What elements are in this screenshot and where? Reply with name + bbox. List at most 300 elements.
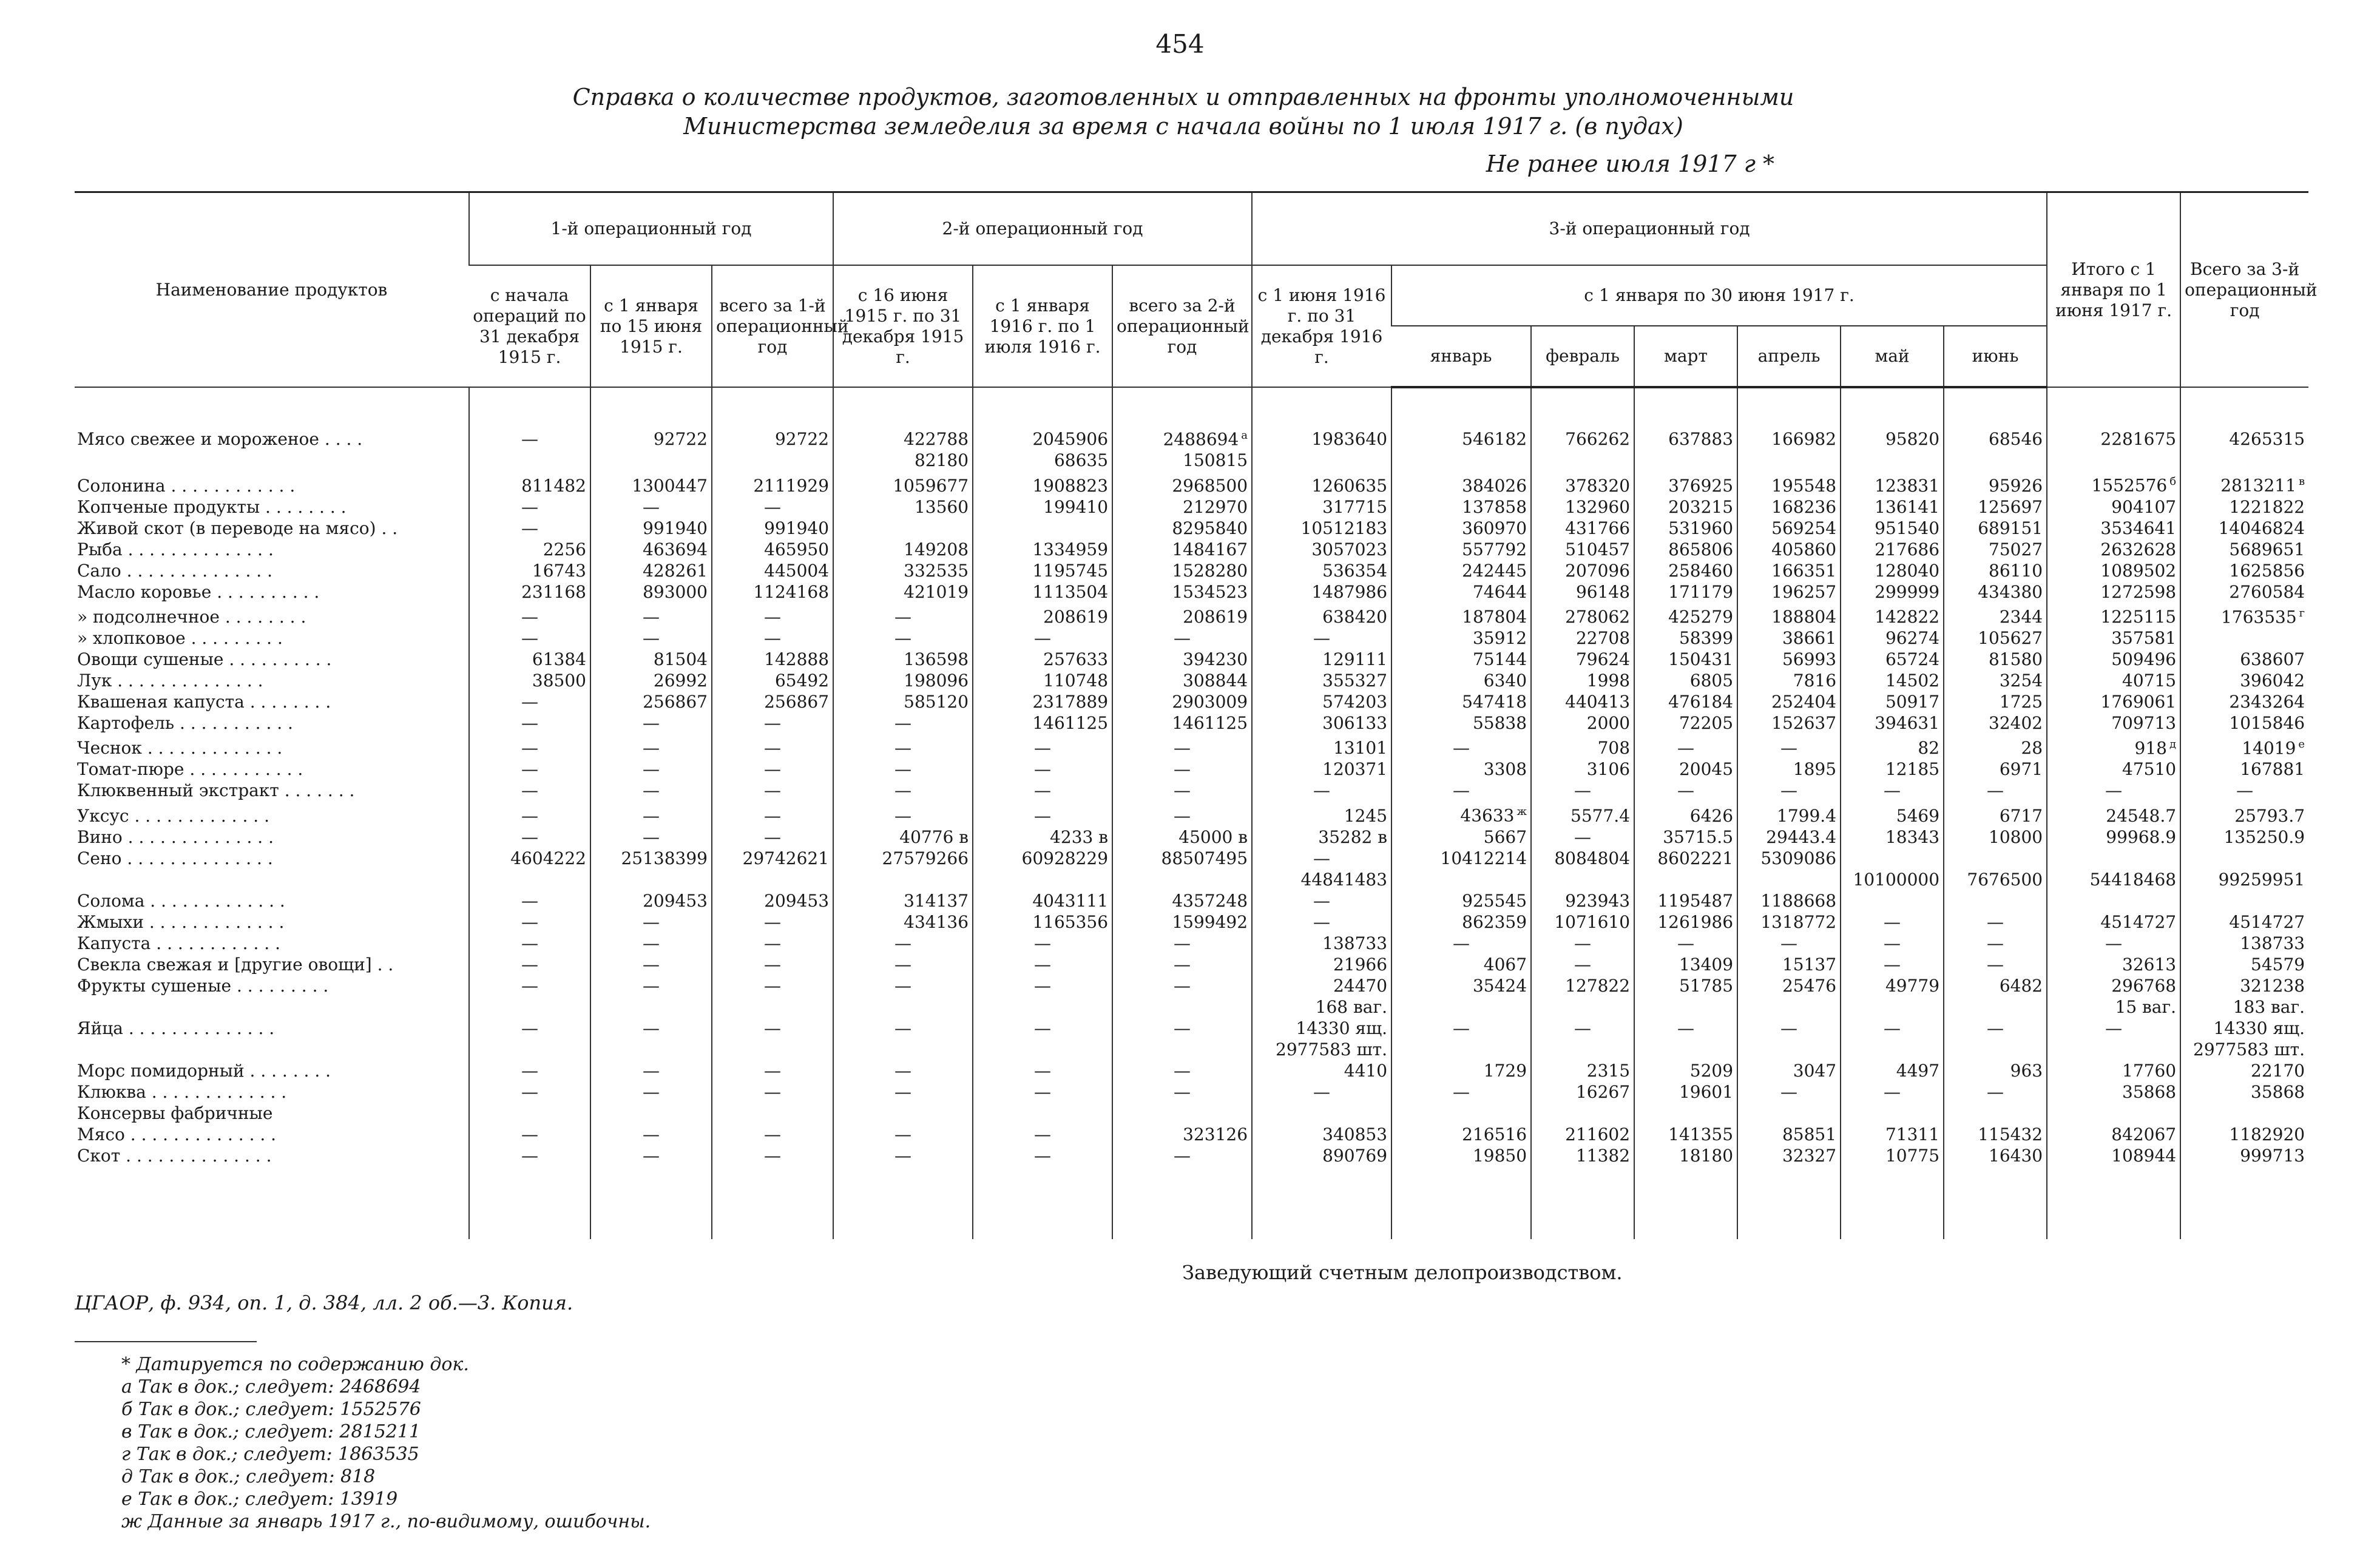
table-cell: 585120 — [833, 691, 973, 712]
table-cell: 376925 — [1634, 471, 1737, 496]
product-name — [75, 869, 469, 890]
table-cell: 1165356 — [973, 911, 1112, 933]
table-cell: 323126 — [1112, 1124, 1252, 1145]
title-line-2: Министерства земледелия за время с начала войны по 1 июля 1917 г. (в пудах) — [683, 113, 1683, 140]
table-cell: — — [973, 1145, 1112, 1166]
table-cell: — — [469, 1060, 590, 1081]
table-cell: 428261 — [590, 560, 712, 581]
table-cell: — — [469, 975, 590, 996]
table-cell: 138733 — [1252, 933, 1391, 954]
table-cell: — — [469, 1145, 590, 1166]
table-cell — [2047, 1039, 2180, 1060]
header-month-jun: июнь — [1944, 326, 2047, 387]
table-cell: 257633 — [973, 649, 1112, 670]
table-cell: 547418 — [1391, 691, 1531, 712]
tail-cell — [590, 1166, 712, 1239]
table-cell: 6971 — [1944, 759, 2047, 780]
table-cell: — — [1737, 780, 1841, 801]
table-cell: 14019 $^е$ — [2180, 734, 2308, 759]
footnote-marker: е — [2298, 737, 2305, 751]
table-cell: 216516 — [1391, 1124, 1531, 1145]
table-cell — [1737, 869, 1841, 890]
table-row — [75, 996, 2308, 1018]
table-cell: 2111929 — [712, 471, 833, 496]
tail-cell — [1391, 1166, 1531, 1239]
table-cell: 3308 — [1391, 759, 1531, 780]
table-cell: — — [1112, 1060, 1252, 1081]
signature: Заведующий счетным делопроизводством. — [1182, 1261, 1623, 1284]
table-cell — [2047, 848, 2180, 869]
table-cell: — — [469, 911, 590, 933]
table-row — [75, 734, 2308, 759]
table-cell — [2047, 890, 2180, 911]
table-cell: — — [469, 933, 590, 954]
table-cell: — — [469, 801, 590, 826]
product-name: Сено . . . . . . . . . . . . . . — [77, 848, 273, 868]
table-cell — [1391, 869, 1531, 890]
table-cell: — — [2180, 780, 2308, 801]
table-cell — [469, 1039, 590, 1060]
product-name: Чеснок . . . . . . . . . . . . . — [77, 738, 283, 759]
table-cell — [1112, 869, 1252, 890]
footnote-divider — [75, 1341, 257, 1342]
table-row — [75, 1081, 2308, 1103]
table-cell: 209453 — [712, 890, 833, 911]
table-cell: — — [833, 1018, 973, 1039]
table-cell: 2256 — [469, 539, 590, 560]
table-cell — [973, 869, 1112, 890]
table-cell: 188804 — [1737, 603, 1841, 627]
table-cell: — — [712, 1081, 833, 1103]
table-cell: — — [590, 911, 712, 933]
table-cell: 1113504 — [973, 581, 1112, 603]
table-cell — [1841, 1103, 1944, 1124]
table-cell: — — [1841, 780, 1944, 801]
table-cell: 5309086 — [1737, 848, 1841, 869]
header-col-6: всего за 2-й операционный год — [1112, 265, 1252, 387]
table-cell: 132960 — [1531, 496, 1634, 518]
table-cell: 569254 — [1737, 518, 1841, 539]
table-cell: 29742621 — [712, 848, 833, 869]
archive-reference: ЦГАОР, ф. 934, оп. 1, д. 384, лл. 2 об.—3. Копия. — [75, 1291, 573, 1314]
table-row — [75, 890, 2308, 911]
table-cell: 137858 — [1391, 496, 1531, 518]
table-cell: 5577.4 — [1531, 801, 1634, 826]
table-cell: — — [469, 734, 590, 759]
header-y3-span: с 1 января по 30 июня 1917 г. — [1391, 265, 2047, 326]
table-cell — [833, 996, 973, 1018]
table-cell: 1799.4 — [1737, 801, 1841, 826]
table-cell: 10800 — [1944, 826, 2047, 848]
table-cell — [2047, 1103, 2180, 1124]
table-cell: 951540 — [1841, 518, 1944, 539]
document-title — [364, 83, 2003, 141]
product-name: Живой скот (в переводе на мясо) . . — [77, 518, 398, 538]
footnote-marker: г — [2299, 606, 2305, 620]
table-cell — [1391, 996, 1531, 1018]
product-name: Свекла свежая и [другие овощи] . . — [77, 954, 394, 975]
table-cell: 893000 — [590, 581, 712, 603]
footnote-item: г Так в док.; следует: 1863535 — [121, 1444, 419, 1465]
table-cell: — — [1841, 933, 1944, 954]
table-cell: 135250.9 — [2180, 826, 2308, 848]
tail-cell — [1634, 1166, 1737, 1239]
table-cell: 8602221 — [1634, 848, 1737, 869]
table-cell: — — [469, 691, 590, 712]
product-name: Скот . . . . . . . . . . . . . . — [77, 1145, 272, 1166]
table-cell: 208619 — [973, 603, 1112, 627]
table-row — [75, 581, 2308, 603]
table-row — [75, 759, 2308, 780]
table-cell: 25138399 — [590, 848, 712, 869]
table-cell — [469, 996, 590, 1018]
table-cell: — — [469, 1018, 590, 1039]
table-cell: — — [833, 1060, 973, 1081]
table-cell: 991940 — [712, 518, 833, 539]
table-row — [75, 627, 2308, 649]
table-cell: 1318772 — [1737, 911, 1841, 933]
table-cell: 1528280 — [1112, 560, 1252, 581]
table-body — [75, 387, 2308, 1239]
table-cell: 440413 — [1531, 691, 1634, 712]
table-cell — [1531, 1039, 1634, 1060]
table-cell — [1944, 1039, 2047, 1060]
table-cell: — — [590, 1145, 712, 1166]
table-cell: — — [590, 1124, 712, 1145]
table-cell: — — [469, 712, 590, 734]
table-cell: — — [712, 1018, 833, 1039]
product-name: Клюква . . . . . . . . . . . . . — [77, 1081, 287, 1102]
table-cell: — — [469, 518, 590, 539]
table-cell: 431766 — [1531, 518, 1634, 539]
table-cell: 16430 — [1944, 1145, 2047, 1166]
table-cell: 28 — [1944, 734, 2047, 759]
table-cell: 150815 — [1112, 450, 1252, 471]
table-cell: 1195487 — [1634, 890, 1737, 911]
table-cell: 1998 — [1531, 670, 1634, 691]
table-cell: 54579 — [2180, 954, 2308, 975]
header-year-3: 3-й операционный год — [1252, 192, 2047, 266]
table-cell: 2488694 $^а$ — [1112, 425, 1252, 450]
table-cell: 4043111 — [973, 890, 1112, 911]
table-cell: — — [2047, 780, 2180, 801]
table-cell — [1112, 996, 1252, 1018]
table-cell: 99259951 — [2180, 869, 2308, 890]
table-cell: 96148 — [1531, 581, 1634, 603]
table-cell: 44841483 — [1252, 869, 1391, 890]
table-cell: — — [590, 954, 712, 975]
table-cell: 360970 — [1391, 518, 1531, 539]
table-cell: 68546 — [1944, 425, 2047, 450]
table-cell: 25476 — [1737, 975, 1841, 996]
table-row — [75, 801, 2308, 826]
table-cell — [712, 996, 833, 1018]
tail-cell — [712, 1166, 833, 1239]
table-row — [75, 496, 2308, 518]
table-cell: 1725 — [1944, 691, 2047, 712]
table-cell: 925545 — [1391, 890, 1531, 911]
product-name: Лук . . . . . . . . . . . . . . — [77, 670, 263, 691]
table-cell: 115432 — [1944, 1124, 2047, 1145]
table-cell: 14330 ящ. — [1252, 1018, 1391, 1039]
table-cell — [1634, 996, 1737, 1018]
table-cell: — — [833, 759, 973, 780]
footnote-marker: в — [2298, 475, 2305, 488]
table-cell: — — [973, 1081, 1112, 1103]
tail-cell — [1737, 1166, 1841, 1239]
table-cell: 1221822 — [2180, 496, 2308, 518]
table-cell — [973, 996, 1112, 1018]
table-cell: 842067 — [2047, 1124, 2180, 1145]
table-cell: 29443.4 — [1737, 826, 1841, 848]
table-cell: 25793.7 — [2180, 801, 2308, 826]
table-cell: 689151 — [1944, 518, 2047, 539]
table-cell: — — [712, 911, 833, 933]
product-name: Масло коровье . . . . . . . . . . — [77, 581, 320, 602]
table-cell: 340853 — [1252, 1124, 1391, 1145]
table-cell: 22170 — [2180, 1060, 2308, 1081]
table-cell: — — [1841, 954, 1944, 975]
table-cell: — — [973, 1018, 1112, 1039]
table-cell: — — [469, 1081, 590, 1103]
table-cell: 378320 — [1531, 471, 1634, 496]
tail-cell — [1112, 1166, 1252, 1239]
table-cell: — — [833, 734, 973, 759]
table-cell: 99968.9 — [2047, 826, 2180, 848]
table-cell — [833, 518, 973, 539]
table-cell: — — [1531, 780, 1634, 801]
table-cell: 1895 — [1737, 759, 1841, 780]
spacer-cell — [1737, 387, 1841, 425]
table-cell: — — [833, 801, 973, 826]
table-cell — [1737, 1103, 1841, 1124]
table-cell: 1089502 — [2047, 560, 2180, 581]
footnote-marker: а — [1241, 429, 1248, 442]
table-row — [75, 1124, 2308, 1145]
table-cell: 708 — [1531, 734, 1634, 759]
table-cell — [590, 869, 712, 890]
table-cell: 142888 — [712, 649, 833, 670]
table-cell: — — [973, 975, 1112, 996]
table-cell: 1625856 — [2180, 560, 2308, 581]
table-cell: — — [973, 1060, 1112, 1081]
table-cell: 125697 — [1944, 496, 2047, 518]
table-cell: 86110 — [1944, 560, 2047, 581]
header-col-5: с 1 января 1916 г. по 1 июля 1916 г. — [973, 265, 1112, 387]
table-cell: — — [1737, 1081, 1841, 1103]
table-cell: 1461125 — [973, 712, 1112, 734]
table-cell: — — [1391, 1018, 1531, 1039]
product-name: Картофель . . . . . . . . . . . — [77, 712, 293, 733]
table-cell: 38500 — [469, 670, 590, 691]
tail-cell — [1841, 1166, 1944, 1239]
table-cell: 19850 — [1391, 1145, 1531, 1166]
spacer-cell — [1391, 387, 1531, 425]
table-cell — [712, 1039, 833, 1060]
table-cell: 5667 — [1391, 826, 1531, 848]
table-cell: 13101 — [1252, 734, 1391, 759]
table-cell: 32402 — [1944, 712, 2047, 734]
table-cell: 1059677 — [833, 471, 973, 496]
table-cell: 16743 — [469, 560, 590, 581]
table-cell: 35912 — [1391, 627, 1531, 649]
table-cell: — — [469, 627, 590, 649]
table-cell: 108944 — [2047, 1145, 2180, 1166]
table-cell: 208619 — [1112, 603, 1252, 627]
table-cell: 45000 в — [1112, 826, 1252, 848]
products-table — [75, 191, 2318, 1239]
table-cell — [469, 450, 590, 471]
table-cell — [1391, 1039, 1531, 1060]
table-cell: 6482 — [1944, 975, 2047, 996]
table-cell: 10412214 — [1391, 848, 1531, 869]
tail-cell — [1252, 1166, 1391, 1239]
table-cell: — — [1531, 1018, 1634, 1039]
table-cell — [590, 450, 712, 471]
table-cell: 4233 в — [973, 826, 1112, 848]
table-cell: — — [1531, 826, 1634, 848]
table-row — [75, 603, 2308, 627]
table-cell: 2315 — [1531, 1060, 1634, 1081]
table-cell — [1944, 450, 2047, 471]
table-cell — [469, 869, 590, 890]
table-cell: 6805 — [1634, 670, 1737, 691]
footnote-item: д Так в док.; следует: 818 — [121, 1466, 376, 1487]
table-cell: — — [973, 954, 1112, 975]
table-cell: 92722 — [590, 425, 712, 450]
table-cell — [2047, 450, 2180, 471]
table-cell: 120371 — [1252, 759, 1391, 780]
table-cell: 306133 — [1252, 712, 1391, 734]
table-cell: — — [590, 712, 712, 734]
table-cell: 136141 — [1841, 496, 1944, 518]
table-cell: 1334959 — [973, 539, 1112, 560]
product-name: Томат-пюре . . . . . . . . . . . — [77, 759, 303, 780]
table-cell: 54418468 — [2047, 869, 2180, 890]
table-cell: 12185 — [1841, 759, 1944, 780]
footnotes — [121, 1353, 651, 1533]
table-cell: 2813211 $^в$ — [2180, 471, 2308, 496]
table-cell: 15 ваг. — [2047, 996, 2180, 1018]
table-cell: 17760 — [2047, 1060, 2180, 1081]
table-cell: — — [1944, 1018, 2047, 1039]
table-cell: 2000 — [1531, 712, 1634, 734]
table-cell: — — [590, 759, 712, 780]
footnote-marker: б — [2169, 475, 2177, 488]
footnote-item: в Так в док.; следует: 2815211 — [121, 1421, 421, 1442]
table-cell: — — [973, 759, 1112, 780]
table-cell: — — [2047, 1018, 2180, 1039]
table-cell: — — [1737, 933, 1841, 954]
table-cell: — — [973, 1124, 1112, 1145]
table-cell: — — [833, 627, 973, 649]
footnote-item: а Так в док.; следует: 2468694 — [121, 1376, 421, 1397]
table-cell: 314137 — [833, 890, 973, 911]
table-cell: 21966 — [1252, 954, 1391, 975]
table-cell: 123831 — [1841, 471, 1944, 496]
table-cell: 65724 — [1841, 649, 1944, 670]
product-name: Морс помидорный . . . . . . . . — [77, 1060, 331, 1081]
table-cell: 1729 — [1391, 1060, 1531, 1081]
table-cell — [833, 869, 973, 890]
table-cell: — — [1944, 911, 2047, 933]
table-cell: 65492 — [712, 670, 833, 691]
table-cell: 1908823 — [973, 471, 1112, 496]
table-cell: 74644 — [1391, 581, 1531, 603]
table-cell: 1763535 $^г$ — [2180, 603, 2308, 627]
table-cell: — — [1531, 933, 1634, 954]
table-cell: — — [590, 933, 712, 954]
product-name: Консервы фабричные — [77, 1103, 273, 1123]
table-cell: 357581 — [2047, 627, 2180, 649]
table-cell — [1112, 1039, 1252, 1060]
table-cell: 211602 — [1531, 1124, 1634, 1145]
table-cell: 1534523 — [1112, 581, 1252, 603]
table-cell — [1531, 996, 1634, 1018]
table-cell: 4410 — [1252, 1060, 1391, 1081]
table-cell: — — [833, 712, 973, 734]
table-cell: 2281675 — [2047, 425, 2180, 450]
table-cell: 865806 — [1634, 539, 1737, 560]
table-cell: 47510 — [2047, 759, 2180, 780]
table-cell — [2180, 450, 2308, 471]
table-cell: 4514727 — [2047, 911, 2180, 933]
table-cell: 1272598 — [2047, 581, 2180, 603]
table-cell: 183 ваг. — [2180, 996, 2308, 1018]
table-cell: 187804 — [1391, 603, 1531, 627]
table-cell: 1983640 — [1252, 425, 1391, 450]
table-cell: 55838 — [1391, 712, 1531, 734]
table-cell: 510457 — [1531, 539, 1634, 560]
spacer-cell — [1531, 387, 1634, 425]
table-cell: 207096 — [1531, 560, 1634, 581]
table-cell: — — [1112, 975, 1252, 996]
table-cell: — — [1944, 933, 2047, 954]
table-cell: — — [590, 1060, 712, 1081]
table-cell: 212970 — [1112, 496, 1252, 518]
table-cell: — — [1112, 954, 1252, 975]
table-cell — [2180, 1103, 2308, 1124]
table-cell: 32327 — [1737, 1145, 1841, 1166]
table-cell: — — [1112, 1081, 1252, 1103]
table-cell: — — [833, 975, 973, 996]
table-cell: — — [1252, 627, 1391, 649]
header-month-mar: март — [1634, 326, 1737, 387]
header-col-2: с 1 января по 15 июня 1915 г. — [590, 265, 712, 387]
table-cell: — — [1634, 1018, 1737, 1039]
table-cell: 434136 — [833, 911, 973, 933]
table-cell: — — [1112, 734, 1252, 759]
table-row — [75, 975, 2308, 996]
table-cell: 171179 — [1634, 581, 1737, 603]
table-cell: 88507495 — [1112, 848, 1252, 869]
table-cell: — — [1112, 780, 1252, 801]
product-name: Жмыхи . . . . . . . . . . . . . — [77, 911, 285, 932]
table-cell: 1552576 $^б$ — [2047, 471, 2180, 496]
table-cell: 536354 — [1252, 560, 1391, 581]
table-cell: 4357248 — [1112, 890, 1252, 911]
table-cell: 8295840 — [1112, 518, 1252, 539]
table-cell: 1188668 — [1737, 890, 1841, 911]
table-cell: 40776 в — [833, 826, 973, 848]
table-cell: 321238 — [2180, 975, 2308, 996]
table-row — [75, 560, 2308, 581]
table-cell — [833, 1039, 973, 1060]
table-cell: 4067 — [1391, 954, 1531, 975]
table-cell: — — [973, 627, 1112, 649]
table-cell: — — [833, 780, 973, 801]
product-name: Мясо . . . . . . . . . . . . . . — [77, 1124, 277, 1144]
